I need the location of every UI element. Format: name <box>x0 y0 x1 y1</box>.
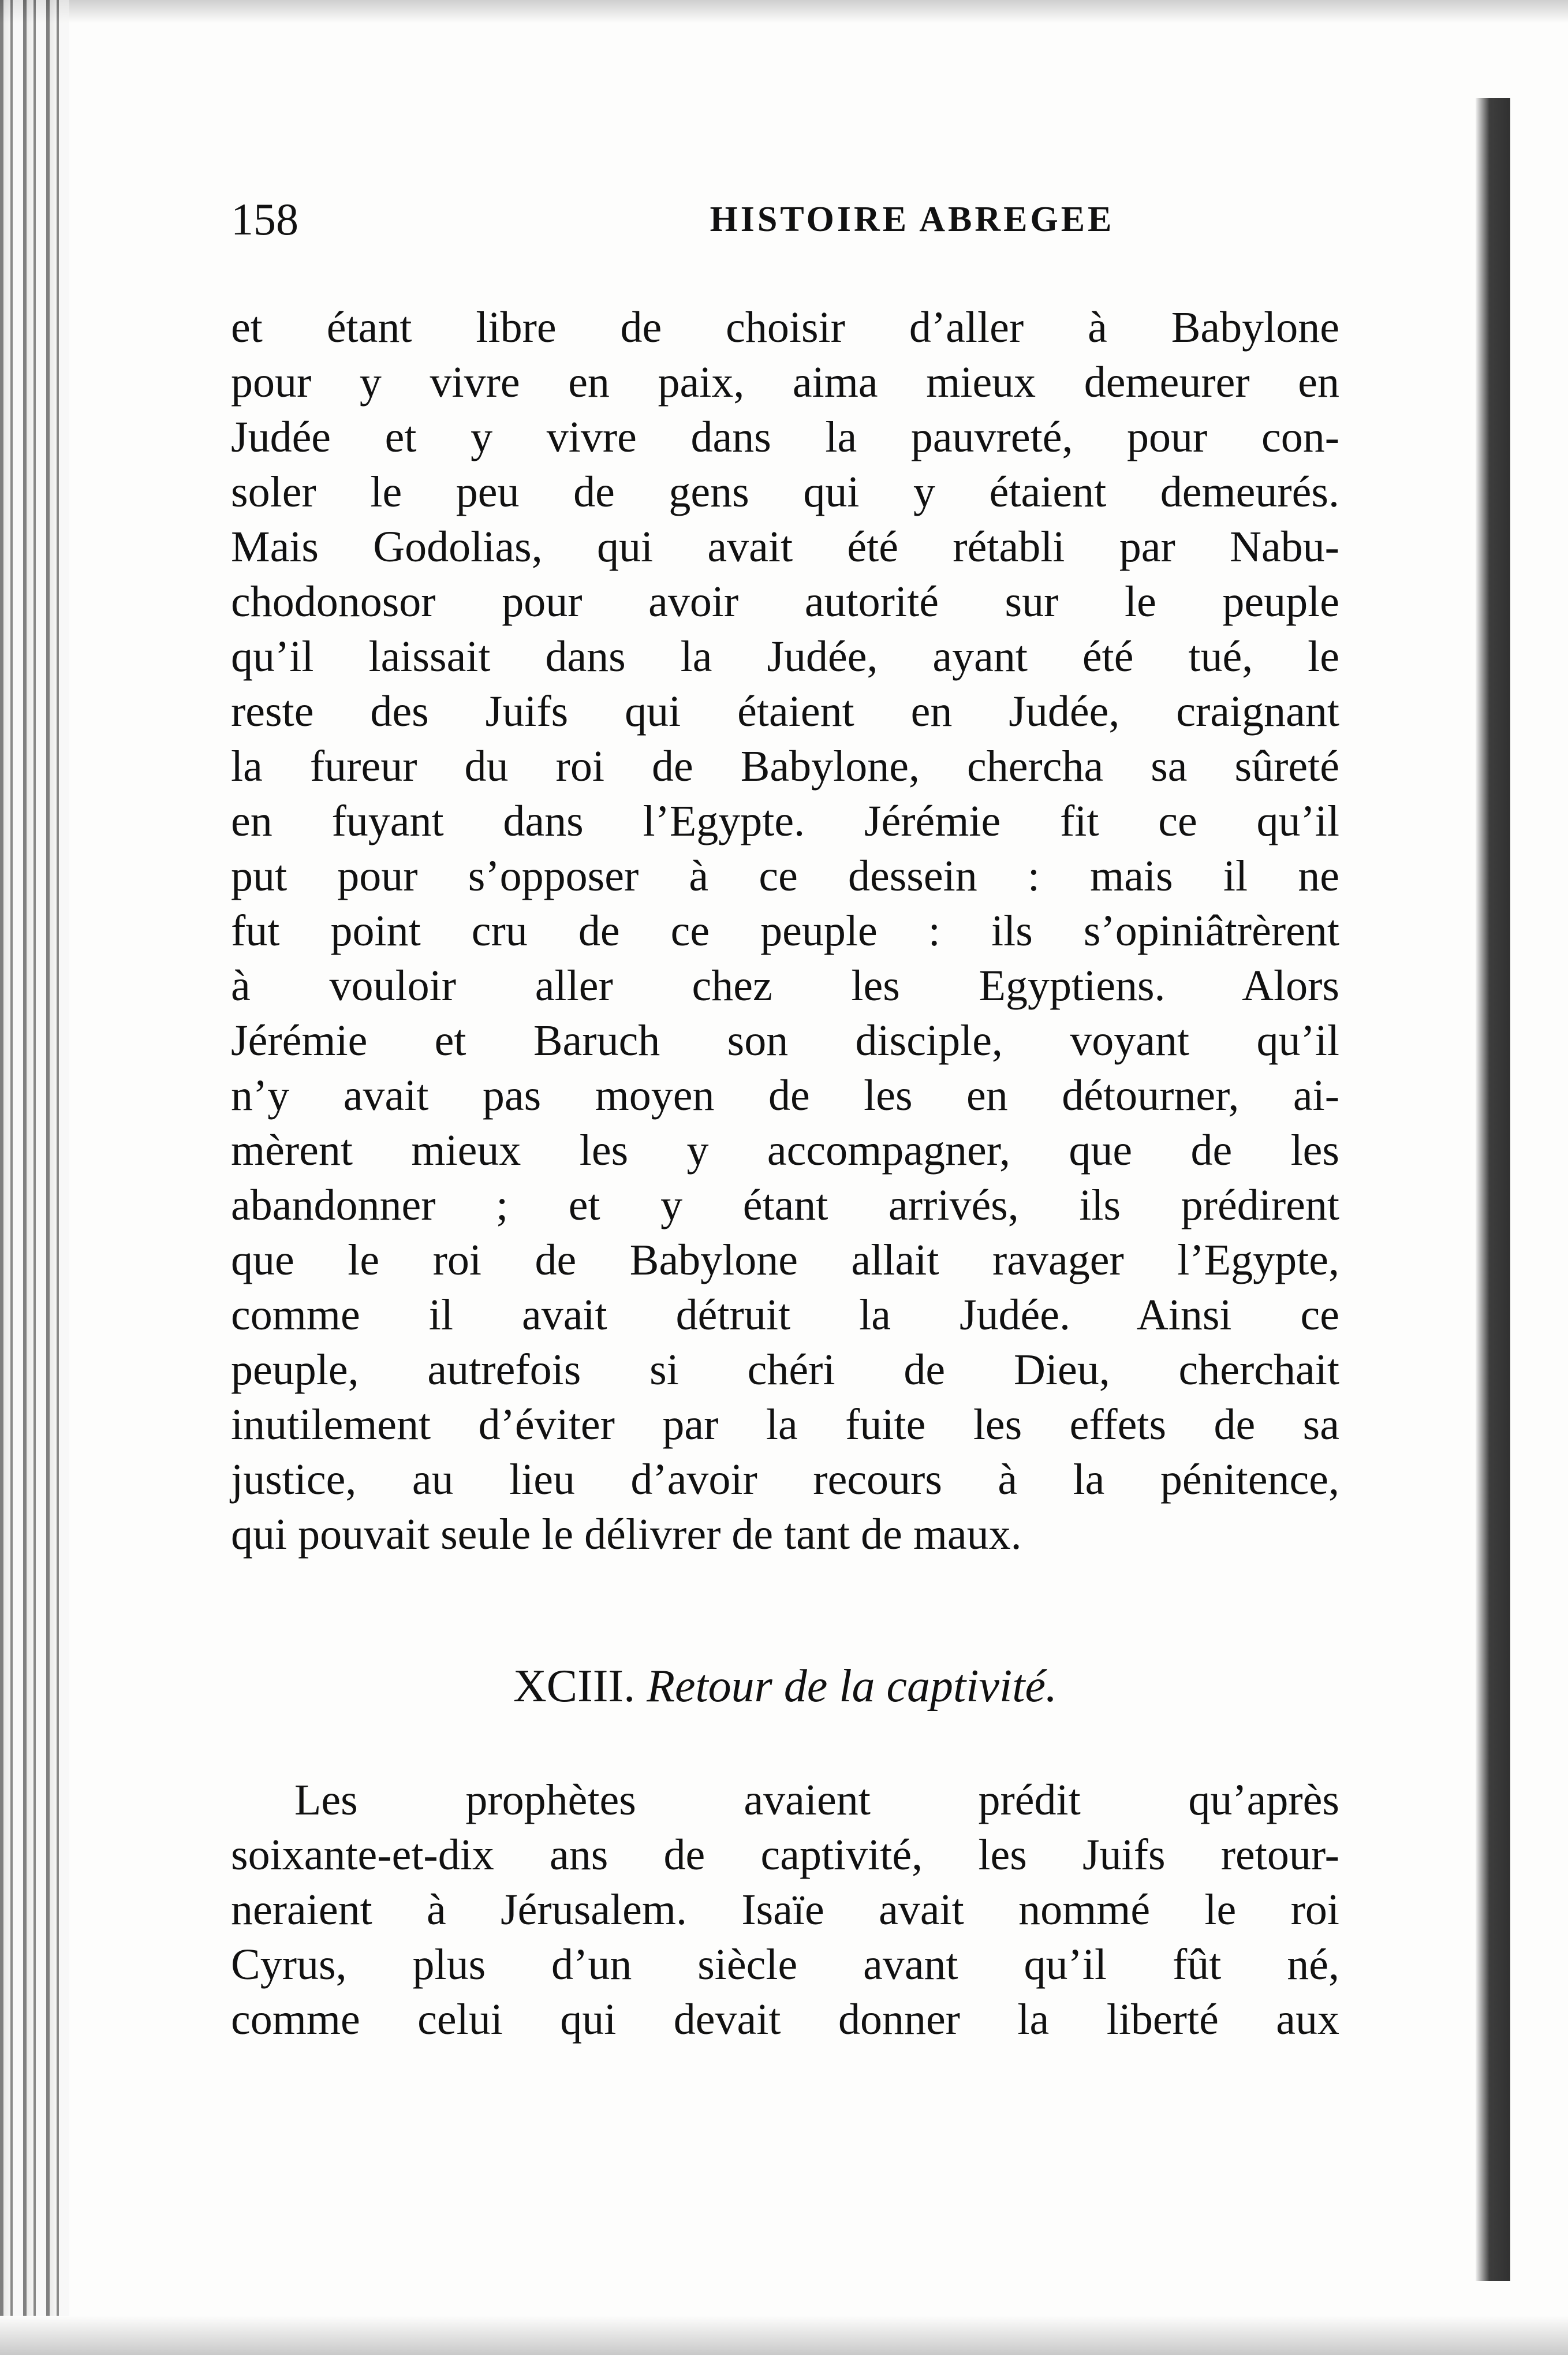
paragraph-1 <box>231 300 1339 1562</box>
text-line: mèrent mieux les y accompagner, que de les <box>231 1126 1339 1175</box>
text-line: n’y avait pas moyen de les en détourner, ai- <box>231 1071 1339 1120</box>
text-line: Jérémie et Baruch son disciple, voyant qu’il <box>231 1016 1339 1065</box>
paragraph-2 <box>231 1773 1339 2047</box>
text-line: pour y vivre en paix, aima mieux demeurer en <box>231 358 1339 407</box>
scan-edge-right <box>1476 98 1510 2281</box>
section-heading <box>231 1652 1339 1721</box>
text-line: Judée et y vivre dans la pauvreté, pour con- <box>231 413 1339 461</box>
section-title: Retour de la captivité. <box>647 1661 1057 1712</box>
text-line: à vouloir aller chez les Egyptiens. Alors <box>231 962 1339 1010</box>
text-line: abandonner ; et y étant arrivés, ils prédirent <box>231 1181 1339 1229</box>
text-line: justice, au lieu d’avoir recours à la pénitence, <box>231 1455 1339 1504</box>
text-line: fut point cru de ce peuple : ils s’opiniâtrèrent <box>231 907 1339 955</box>
text-line: qu’il laissait dans la Judée, ayant été tué, le <box>231 632 1339 681</box>
text-line: inutilement d’éviter par la fuite les effets de sa <box>231 1400 1339 1449</box>
text-line: Mais Godolias, qui avait été rétabli par Nabu- <box>231 523 1339 571</box>
running-title: HISTOIRE ABREGEE <box>710 200 1115 239</box>
section-number: XCIII. <box>513 1661 636 1712</box>
text-line: comme il avait détruit la Judée. Ainsi ce <box>231 1291 1339 1339</box>
text-line: qui pouvait seule le délivrer de tant de maux. <box>231 1510 1022 1559</box>
scan-edge-bottom <box>0 2316 1568 2355</box>
running-head <box>231 185 1357 254</box>
text-line: et étant libre de choisir d’aller à Babylone <box>231 303 1339 352</box>
text-line: que le roi de Babylone allait ravager l’Egypte, <box>231 1236 1339 1284</box>
scan-edge-top <box>0 0 1568 23</box>
text-line: en fuyant dans l’Egypte. Jérémie fit ce qu’il <box>231 797 1339 845</box>
scan-edge-left <box>0 0 69 2355</box>
text-line: peuple, autrefois si chéri de Dieu, cherchait <box>231 1346 1339 1394</box>
text-line: soixante-et-dix ans de captivité, les Juifs retour- <box>231 1831 1339 1879</box>
text-line: comme celui qui devait donner la liberté aux <box>231 1995 1339 2044</box>
text-line: put pour s’opposer à ce dessein : mais il ne <box>231 852 1339 900</box>
text-line: chodonosor pour avoir autorité sur le peuple <box>231 577 1339 626</box>
text-line: la fureur du roi de Babylone, chercha sa sûreté <box>231 742 1339 791</box>
page-number: 158 <box>231 194 298 244</box>
text-line: reste des Juifs qui étaient en Judée, craignant <box>231 687 1339 736</box>
text-line: Cyrus, plus d’un siècle avant qu’il fût né, <box>231 1940 1339 1989</box>
text-line: soler le peu de gens qui y étaient demeurés. <box>231 468 1339 516</box>
text-line: Les prophètes avaient prédit qu’après <box>294 1776 1339 1824</box>
text-line: neraient à Jérusalem. Isaïe avait nommé le roi <box>231 1886 1339 1934</box>
